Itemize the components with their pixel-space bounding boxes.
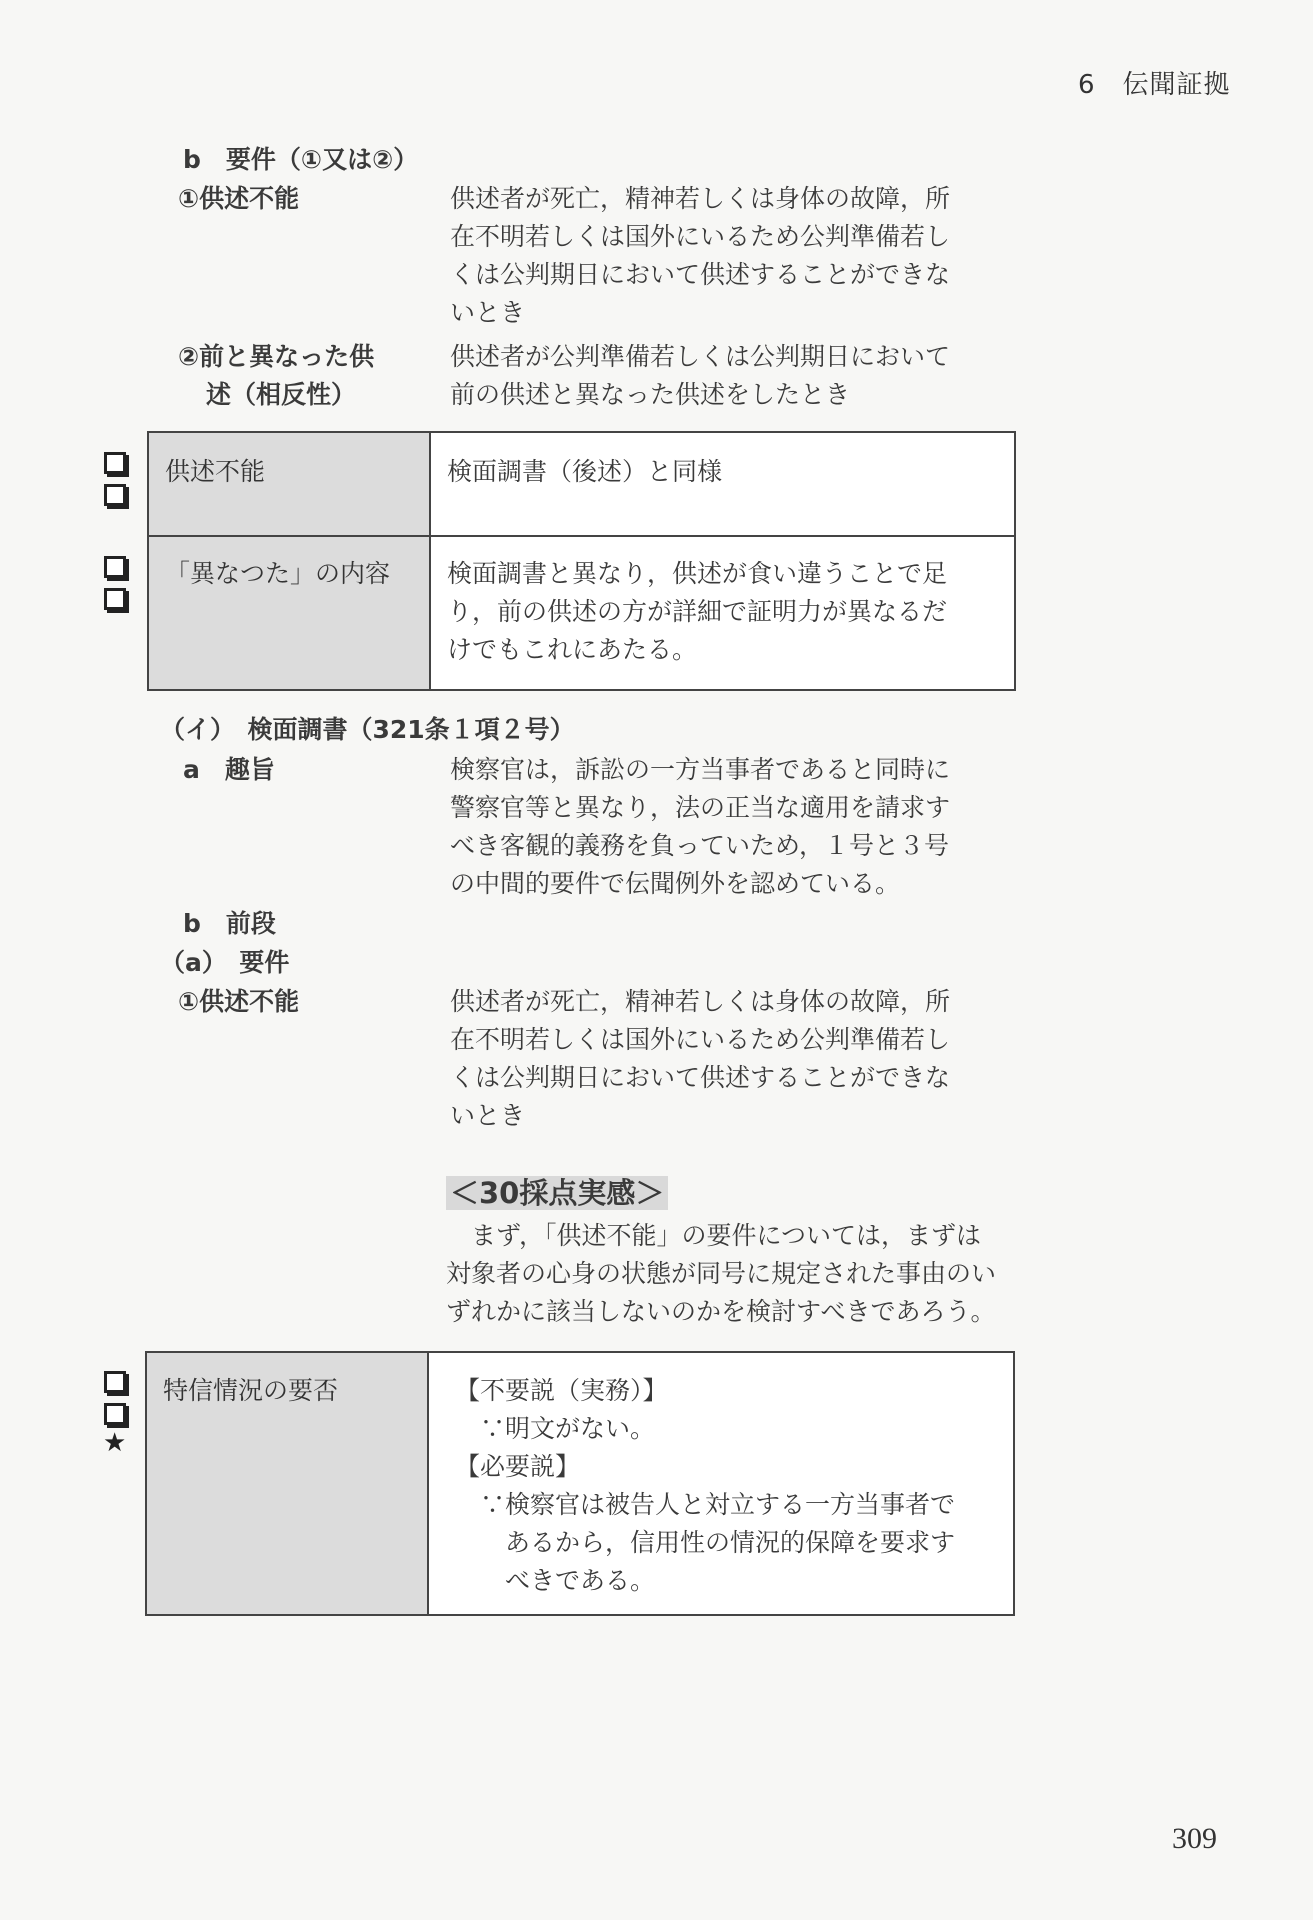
text-line: 検察官は，訴訟の一方当事者であると同時に: [450, 755, 951, 784]
row1-label: 供述不能: [165, 457, 266, 486]
comparison-table-2: [145, 1351, 1015, 1616]
text-line: 在不明若しくは国外にいるため公判準備若し: [450, 1025, 951, 1054]
text-line: けでもこれにあたる。: [447, 635, 698, 664]
text-line: くは公判期日において供述することができな: [450, 1063, 951, 1092]
text-line: べきである。: [455, 1566, 656, 1595]
item1-label: ①供述不能: [178, 184, 300, 213]
text-line: くは公判期日において供述することができな: [450, 260, 951, 289]
checkbox-icon[interactable]: [104, 452, 126, 474]
page-number: 309: [1172, 1822, 1217, 1855]
checkbox-icon[interactable]: [104, 556, 126, 578]
text-line: 【必要説】: [455, 1452, 581, 1481]
purpose-text: [450, 751, 950, 903]
text-line: 在不明若しくは国外にいるため公判準備若し: [450, 222, 951, 251]
text-line: 供述者が死亡，精神若しくは身体の故障，所: [450, 987, 951, 1016]
comparison-table-1: [147, 431, 1016, 691]
text-line: 【不要説（実務）】: [455, 1376, 668, 1405]
checkbox-icon[interactable]: [104, 1403, 126, 1425]
star-icon: ★: [103, 1428, 127, 1458]
row2-text: [447, 555, 947, 669]
item1-text-2: [450, 983, 950, 1135]
text-line: まず，「供述不能」の要件については，まずは: [446, 1221, 982, 1250]
row1-text: 検面調書（後述）と同様: [447, 457, 723, 486]
checkbox-icon[interactable]: [104, 484, 126, 506]
text-line: 供述者が死亡，精神若しくは身体の故障，所: [450, 184, 951, 213]
text-line: あるから，信用性の情況的保障を要求す: [455, 1528, 956, 1557]
text-line: ∵明文がない。: [455, 1414, 656, 1443]
item2-text: [450, 338, 950, 414]
checkbox-icon[interactable]: [104, 1371, 126, 1393]
running-header: 6 伝聞証拠: [1078, 70, 1231, 100]
item1-text: [450, 180, 950, 332]
row-text: [455, 1372, 955, 1600]
text-line: 供述者が公判準備若しくは公判期日において: [450, 342, 951, 371]
text-line: いとき: [450, 298, 526, 327]
note-title: [446, 1172, 668, 1219]
row2-label: 「異なつた」の内容: [165, 559, 391, 588]
text-line: 前の供述と異なった供述をしたとき: [450, 380, 851, 409]
text-line: の中間的要件で伝聞例外を認めている。: [450, 869, 901, 898]
text-line: べき客観的義務を負っていため，１号と３号: [450, 831, 950, 860]
text-line: いとき: [450, 1101, 526, 1130]
row-label: 特信情況の要否: [163, 1376, 339, 1405]
text-line: 対象者の心身の状態が同号に規定された事由のい: [446, 1259, 997, 1288]
first-part-label: b 前段: [183, 909, 276, 938]
kenmen-heading: （イ） 検面調書（321条１項２号）: [160, 715, 575, 744]
item2-label-line2: 述（相反性）: [206, 380, 357, 409]
item2-label-line1: ②前と異なった供: [178, 342, 375, 371]
requirements-heading: b 要件（①又は②）: [183, 145, 419, 174]
item1-label-2: ①供述不能: [178, 987, 300, 1016]
purpose-label: a 趣旨: [183, 755, 275, 784]
text-line: り，前の供述の方が詳細で証明力が異なるだ: [447, 597, 948, 626]
checkbox-icon[interactable]: [104, 588, 126, 610]
text-line: 警察官等と異なり，法の正当な適用を請求す: [450, 793, 951, 822]
text-line: ∵検察官は被告人と対立する一方当事者で: [455, 1490, 956, 1519]
text-line: ずれかに該当しないのかを検討すべきであろう。: [446, 1297, 996, 1326]
table-row-divider: [149, 535, 1014, 537]
note-body: [446, 1217, 996, 1331]
text-line: 検面調書と異なり，供述が食い違うことで足: [447, 559, 948, 588]
requirements-sublabel: （a） 要件: [160, 948, 290, 977]
note-title-text: ＜30採点実感＞: [446, 1176, 668, 1210]
